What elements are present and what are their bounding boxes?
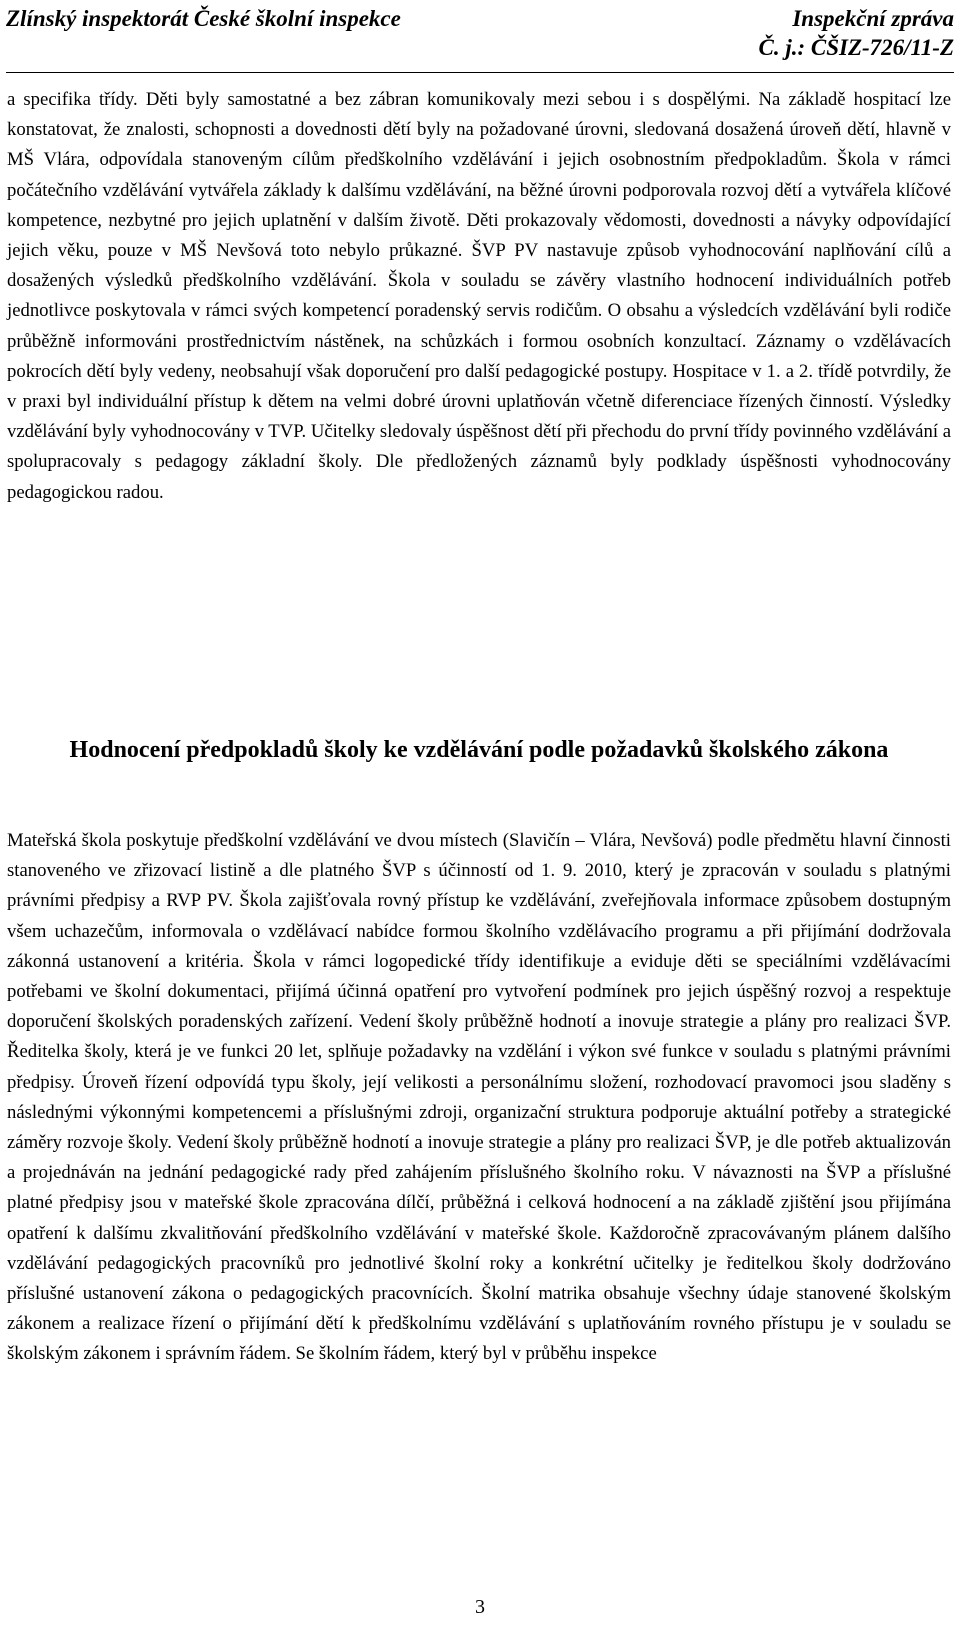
page-number: 3 — [475, 1596, 485, 1618]
body-paragraph-2: Mateřská škola poskytuje předškolní vzdělávání ve dvou místech (Slavičín – Vlára, Nevšová) podle předmětu hlavní činnosti stanoveného ve zřizovací listině a dle platného ŠVP s účinností od 1. 9. 2010, který je zpracován v souladu s platnými právními předpisy a RVP PV. Škola zajišťovala rovný přístup ke vzdělávání, zveřejňovala informace způsobem dostupným všem uchazečům, informovala o vzdělávací nabídce formou školního vzdělávacího programu a při přijímání dodržovala zákonná ustanovení a kritéria. Škola v rámci logopedické třídy identifikuje a eviduje děti se speciálními vzdělávacími potřebami ve školní dokumentaci, přijímá účinná opatření pro vytvoření podmínek pro jejich úspěšný rozvoj a respektuje doporučení školských poradenských zařízení. Vedení školy průběžně hodnotí a inovuje strategie a plány pro realizaci ŠVP. Ředitelka školy, která je ve funkci 20 let, splňuje požadavky na vzdělání i výkon své funkce v souladu s platnými právními předpisy. Úroveň řízení odpovídá typu školy, její velikosti a personálnímu složení, rozhodovací pravomoci jsou sladěny s následnými výkonnými kompetencemi a příslušnými zdroji, organizační struktura podporuje aktuální potřeby a strategické záměry rozvoje školy. Vedení školy průběžně hodnotí a inovuje strategie a plány pro realizaci ŠVP, je dle potřeb aktualizován a projednáván na jednání pedagogické rady před zahájením příslušného školního roku. V návaznosti na ŠVP a příslušné platné předpisy jsou v mateřské škole zpracována dílčí, průběžná i celková hodnocení a na základě zjištění jsou přijímána opatření k dalšímu zkvalitňování předškolního vzdělávání v mateřské škole. Každoročně zpracovávaným plánem dalšího vzdělávání pedagogických pracovníků pro jednotlivé školní roky a konkrétní učitelky je ředitelkou školy dodržováno příslušné ustanovení zákona o pedagogických pracovnících. Školní matrika obsahuje všechny údaje stanovené školským zákonem a realizace řízení o přijímání dětí k předškolnímu vzdělávání s uplatňováním rovného přístupu je v souladu se školským zákonem i správním řádem. Se školním řádem, který byl v průběhu inspekce — [7, 830, 951, 1365]
header-reference-number: Č. j.: ČŠIZ-726/11-Z — [758, 35, 954, 60]
page-header — [6, 4, 954, 73]
header-institution: Zlínský inspektorát České školní inspekce — [6, 6, 401, 31]
section-heading: Hodnocení předpokladů školy ke vzdělávání podle požadavků školského zákona — [69, 737, 889, 763]
body-paragraph-1: a specifika třídy. Děti byly samostatné a bez zábran komunikovaly mezi sebou i s dospělými. Na základě hospitací lze konstatovat, že znalosti, schopnosti a dovednosti dětí byly na požadované úrovni, sledovaná dosažená úroveň dětí, hlavně v MŠ Vlára, odpovídala stanoveným cílům předškolního vzdělávání i jejich osobnostním předpokladům. Škola v rámci počátečního vzdělávání vytvářela základy k dalšímu vzdělávání, na běžné úrovni podporovala rozvoj dětí a vytvářela klíčové kompetence, nezbytné pro jejich uplatnění v dalším životě. Děti prokazovaly vědomosti, dovednosti a návyky odpovídající jejich věku, pouze v MŠ Nevšová toto nebylo průkazné. ŠVP PV nastavuje způsob vyhodnocování naplňování cílů a dosažených výsledků předškolního vzdělávání. Škola v souladu se závěry vlastního hodnocení individuálních potřeb jednotlivce poskytovala v rámci svých kompetencí poradenský servis rodičům. O obsahu a výsledcích vzdělávání byli rodiče průběžně informováni prostřednictvím nástěnek, na schůzkách i formou osobních konzultací. Záznamy o vzdělávacích pokrocích dětí byly vedeny, neobsahují však doporučení pro další pedagogické postupy. Hospitace v 1. a 2. třídě potvrdily, že v praxi byl individuální přístup k dětem na velmi dobré úrovni uplatňován včetně diferenciace řízených činností. Výsledky vzdělávání byly vyhodnocovány v TVP. Učitelky sledovaly úspěšnost dětí při přechodu do první třídy povinného vzdělávání a spolupracovaly s pedagogy základní školy. Dle předložených záznamů byly podklady úspěšnosti vyhodnocovány pedagogickou radou. — [7, 89, 951, 503]
header-report-info — [758, 4, 954, 62]
header-report-title: Inspekční zpráva — [792, 6, 954, 31]
